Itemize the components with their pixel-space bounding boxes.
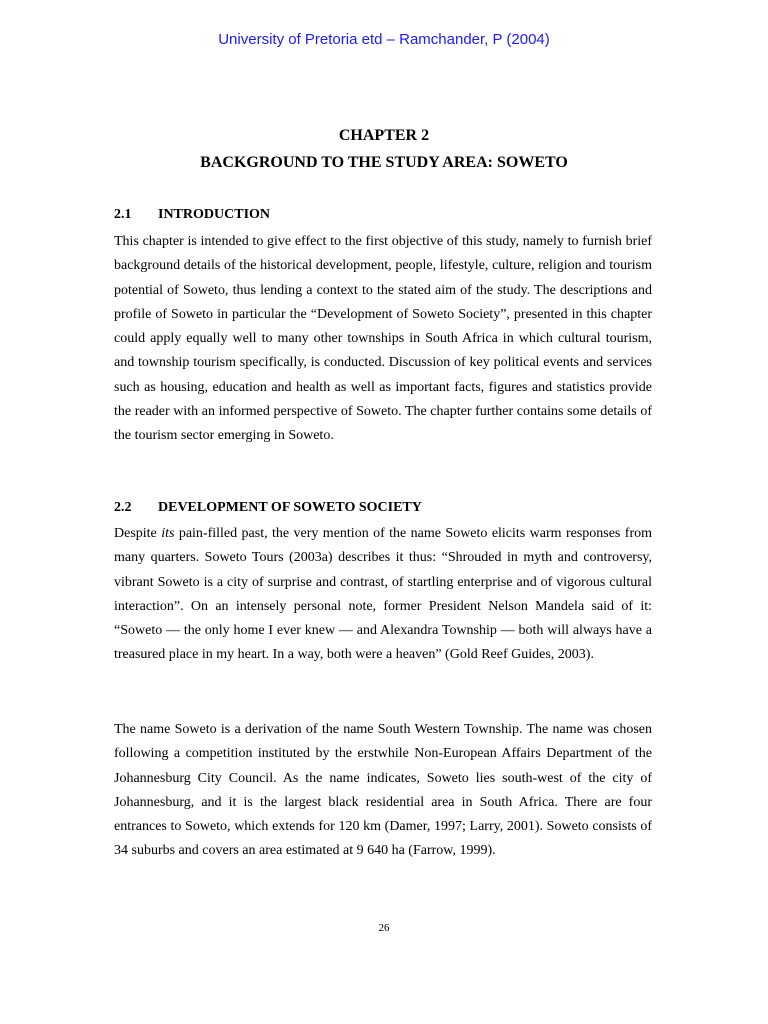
text-run: pain-filled past, the very mention of the name Soweto elicits warm responses from many quarters. Soweto Tours (2003a) describes it thus: “Shrouded in myth and controversy, vibrant Soweto is a city of surprise and contrast, of startling enterprise and of vigorous cultural interaction”. On an intensely personal note, former President Nelson Mandela said of it: “Soweto — the only home I ever knew — and Alexandra Township — both will always have a treasured place in my heart. In a way, both were a heaven” (Gold Reef Guides, 2003). xyxy=(114,526,652,663)
section-title: INTRODUCTION xyxy=(158,207,271,222)
paragraph-introduction: This chapter is intended to give effect to the first objective of this study, namely to furnish brief background details of the historical development, people, lifestyle, culture, religion and tourism potential of Soweto, thus lending a context to the stated aim of the study. The descriptions and profile of Soweto in particular the “Development of Soweto Society”, presented in this chapter could apply equally well to many other townships in South Africa in which cultural tourism, and township tourism specifically, is conducted. Discussion of key political events and services such as housing, education and health as well as important facts, figures and statistics provide the reader with an informed perspective of Soweto. The chapter further contains some details of the tourism sector emerging in Soweto. xyxy=(114,234,652,444)
section-number: 2.1 xyxy=(114,207,132,222)
text-run: Despite xyxy=(114,526,162,541)
section-title: DEVELOPMENT OF SOWETO SOCIETY xyxy=(158,500,422,515)
page-number: 26 xyxy=(378,922,390,934)
paragraph-development-2: The name Soweto is a derivation of the name South Western Township. The name was chosen following a competition instituted by the erstwhile Non-European Affairs Department of the Johannesburg City Council. As the name indicates, Soweto lies south-west of the city of Johannesburg, and it is the largest black residential area in South Africa. There are four entrances to Soweto, which extends for 120 km (Damer, 1997; Larry, 2001). Soweto consists of 34 suburbs and covers an area estimated at 9 640 ha (Farrow, 1999). xyxy=(114,722,652,859)
section-number: 2.2 xyxy=(114,500,132,515)
university-watermark: University of Pretoria etd – Ramchander, P (2004) xyxy=(218,31,550,48)
section-heading-development xyxy=(114,500,422,516)
italic-text: its xyxy=(161,526,175,541)
paragraph-development-1 xyxy=(114,522,652,668)
chapter-title: BACKGROUND TO THE STUDY AREA: SOWETO xyxy=(200,154,568,171)
section-heading-introduction xyxy=(114,207,270,223)
chapter-number: CHAPTER 2 xyxy=(338,127,430,144)
